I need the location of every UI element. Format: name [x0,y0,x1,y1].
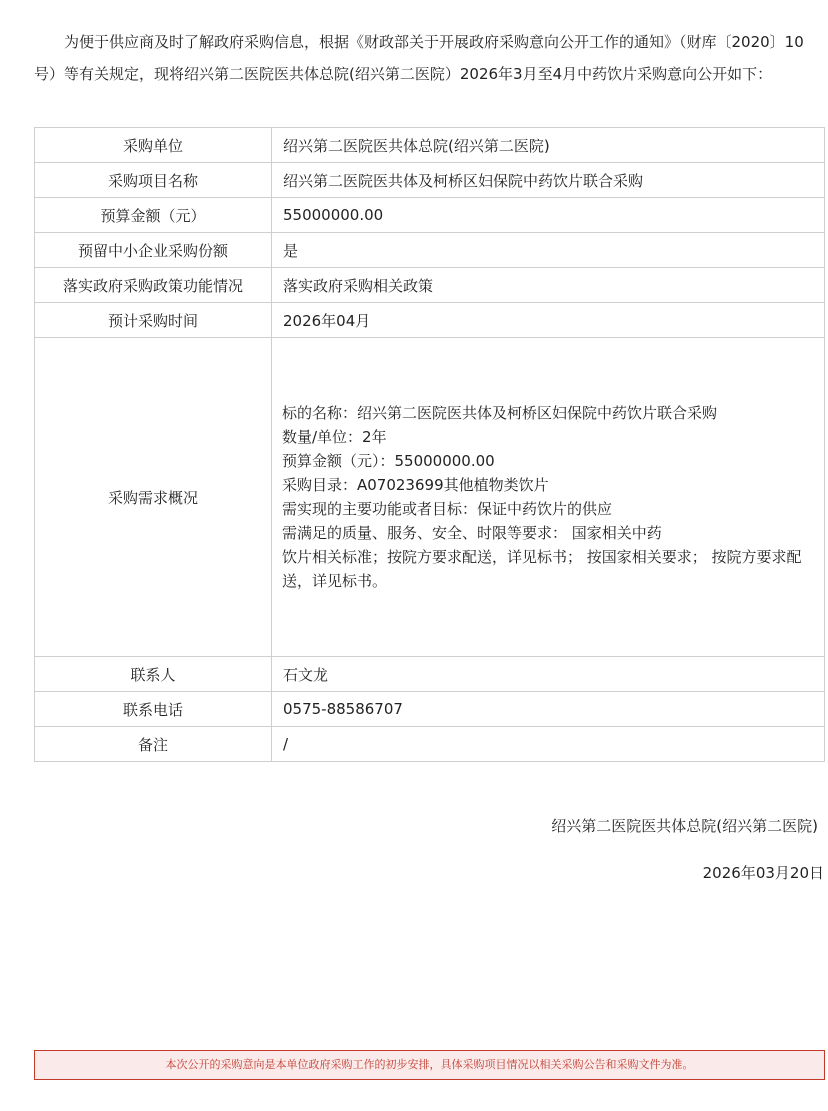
row-value-sme-share: 是 [272,233,825,268]
row-value-project-name: 绍兴第二医院医共体及柯桥区妇保院中药饮片联合采购 [272,163,825,198]
row-label-procuring-unit: 采购单位 [35,128,272,163]
footer-date: 2026年03月20日 [702,864,824,882]
disclaimer-notice: 本次公开的采购意向是本单位政府采购工作的初步安排，具体采购项目情况以相关采购公告和采购文件为准。 [34,1050,825,1080]
row-label-sme-share: 预留中小企业采购份额 [35,233,272,268]
row-label-requirement-summary: 采购需求概况 [35,338,272,657]
row-label-project-name: 采购项目名称 [35,163,272,198]
table-row [35,303,825,338]
row-value-policy: 落实政府采购相关政策 [272,268,825,303]
row-label-remarks: 备注 [35,727,272,762]
summary-line: 数量/单位：2年 [282,428,387,446]
row-label-policy: 落实政府采购政策功能情况 [35,268,272,303]
summary-line: 预算金额（元）：55000000.00 [282,452,495,470]
table-row [35,163,825,198]
row-value-remarks: / [272,727,825,762]
table-row [35,128,825,163]
table-row [35,657,825,692]
table-row-summary [35,338,825,657]
row-label-phone: 联系电话 [35,692,272,727]
row-label-contact: 联系人 [35,657,272,692]
row-value-procuring-unit: 绍兴第二医院医共体总院(绍兴第二医院) [272,128,825,163]
table-row [35,727,825,762]
row-value-budget: 55000000.00 [272,198,825,233]
row-label-expected-time: 预计采购时间 [35,303,272,338]
summary-line: 需实现的主要功能或者目标：保证中药饮片的供应 [282,500,613,518]
table-row [35,692,825,727]
row-value-expected-time: 2026年04月 [272,303,825,338]
row-value-requirement-summary [272,338,825,657]
table-row [35,233,825,268]
table-row [35,198,825,233]
footer-organization: 绍兴第二医院医共体总院(绍兴第二医院) [551,817,818,835]
summary-line: 采购目录：A07023699其他植物类饮片 [282,476,549,494]
row-value-phone: 0575-88586707 [272,692,825,727]
row-value-contact: 石文龙 [272,657,825,692]
procurement-info-table [34,127,825,762]
summary-line: 需满足的质量、服务、安全、时限等要求： 国家相关中药 [282,524,662,542]
table-row [35,268,825,303]
requirement-summary-text [272,401,824,593]
intro-paragraph: 为便于供应商及时了解政府采购信息，根据《财政部关于开展政府采购意向公开工作的通知》（财库〔2020〕10号）等有关规定，现将绍兴第二医院医共体总院(绍兴第二医院）2026年3月至4月中药饮片采购意向公开如下： [34,33,804,83]
row-label-budget: 预算金额（元） [35,198,272,233]
summary-line: 饮片相关标准；按院方要求配送，详见标书； 按国家相关要求； 按院方要求配送，详见标书。 [282,548,802,590]
summary-line: 标的名称：绍兴第二医院医共体及柯桥区妇保院中药饮片联合采购 [282,404,718,422]
